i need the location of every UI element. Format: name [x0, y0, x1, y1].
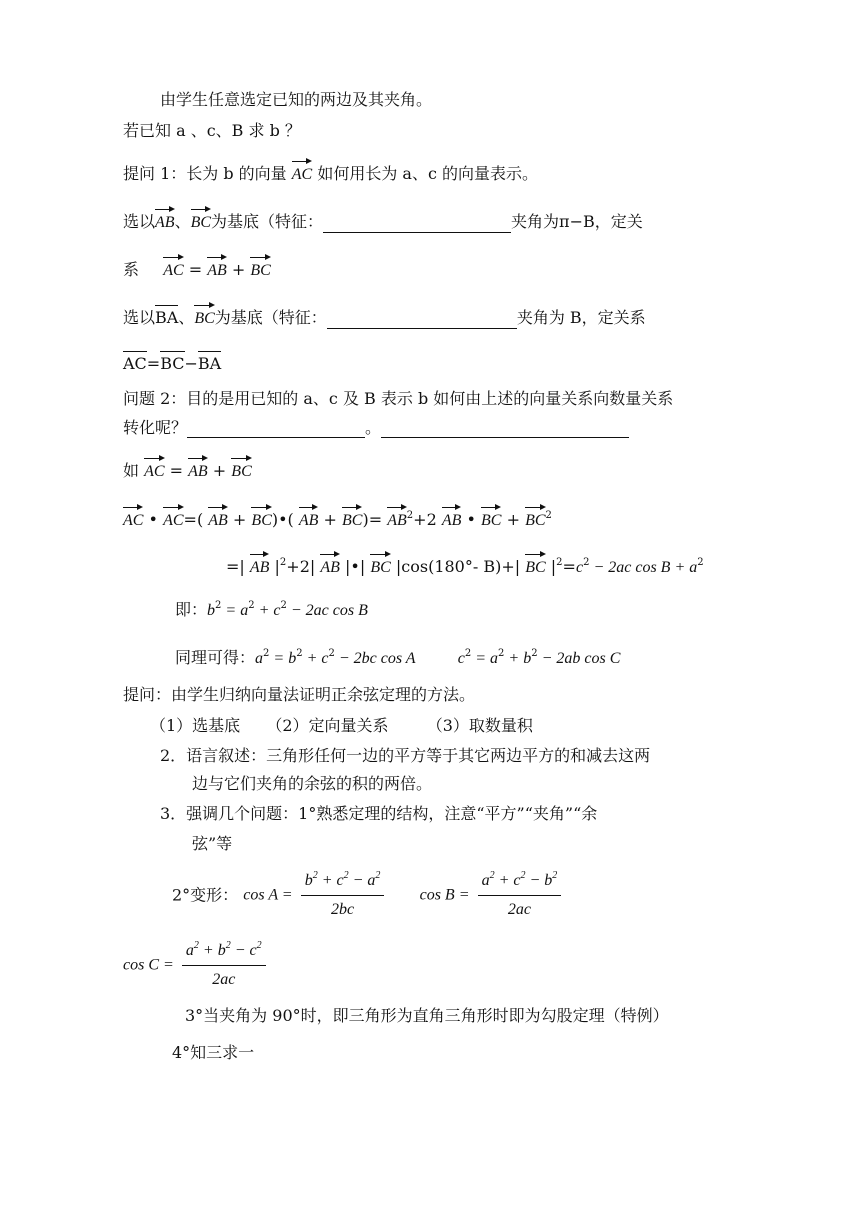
- math-text: − a: [348, 872, 376, 889]
- exponent: 2: [556, 557, 563, 568]
- question-1-text-b: 如何用长为 a、c 的向量表示。: [317, 164, 539, 183]
- question-2-line: 问题 2：目的是用已知的 a、c 及 B 表示 b 如何由上述的向量关系向数量关系: [123, 389, 674, 408]
- vector-bc: BC: [160, 350, 184, 374]
- math-text: |cos(180°- B)+|: [395, 557, 521, 576]
- question-1-line: [123, 160, 538, 185]
- separator: 、: [174, 212, 191, 231]
- question-1-text-a: 提问 1：长为 b 的向量: [123, 164, 287, 183]
- math-text: − b: [525, 872, 553, 889]
- math-text: |: [550, 557, 557, 576]
- fraction-cos-c: [182, 940, 266, 991]
- exponent: 2: [312, 870, 318, 881]
- math-text: − 2ac cos B + a: [589, 559, 698, 576]
- basis-1-text-a: 为基底（特征：: [211, 212, 324, 231]
- math-text: |•|: [345, 557, 366, 576]
- math-text: = a: [471, 650, 499, 667]
- vector-ba: BA: [198, 350, 221, 374]
- plus-sign: +: [212, 461, 227, 480]
- math-variable: b: [207, 602, 216, 619]
- relation-1-word: 系: [123, 260, 140, 279]
- dot-product-expansion-line: [123, 506, 552, 531]
- exponent: 2: [552, 870, 558, 881]
- relation-1-line: [123, 256, 271, 281]
- vector-ab: AB: [320, 553, 340, 578]
- given-line: 若已知 a 、c、B 求 b ？: [123, 121, 301, 140]
- math-variable: a: [185, 942, 194, 959]
- basis-2-text-a: 选以: [123, 308, 156, 327]
- plus-sign: +: [506, 510, 520, 529]
- math-text: )•(: [271, 510, 294, 529]
- exponent: 2: [545, 510, 552, 521]
- step-1: （1）选基底: [150, 716, 241, 735]
- vector-ab: AB: [188, 457, 208, 482]
- fraction-cos-b: [478, 870, 562, 921]
- equals-sign: =: [188, 260, 203, 279]
- math-text: = b: [269, 650, 297, 667]
- fraction-cos-a: [301, 870, 385, 921]
- magnitude-expansion-line: [226, 553, 704, 578]
- answer-blank-4[interactable]: [381, 420, 629, 438]
- math-variable: c: [457, 650, 465, 667]
- vector-bc: BC: [251, 506, 271, 531]
- label-text: 2°变形：: [172, 885, 239, 905]
- vector-bc: BC: [370, 553, 390, 578]
- emphasis-cont-line: 弦”等: [192, 834, 233, 853]
- exponent: 2: [279, 557, 287, 568]
- exponent: 2: [520, 870, 526, 881]
- vector-ba: BA: [155, 304, 178, 328]
- dot-operator: •: [466, 510, 476, 529]
- question-2-cont-line: [123, 418, 629, 438]
- equals-sign: =: [169, 461, 184, 480]
- math-text: + b: [198, 942, 226, 959]
- exponent: 2: [193, 940, 199, 951]
- basis-1-text-b: 夹角为π−B，定关: [511, 212, 643, 231]
- math-text: =|: [226, 557, 245, 576]
- exponent: 2: [583, 557, 590, 568]
- vector-bc: BC: [525, 553, 545, 578]
- step-3: （3）取数量积: [426, 716, 533, 735]
- vector-ac: AC: [292, 160, 312, 185]
- minus-sign: −: [184, 354, 198, 373]
- equals-sign: =: [146, 354, 161, 373]
- vector-bc: BC: [525, 506, 545, 531]
- cos-c-formula-line: [123, 940, 269, 991]
- fraction-denominator: 2bc: [331, 901, 355, 918]
- math-text: + b: [504, 650, 532, 667]
- exponent: 2: [498, 648, 505, 659]
- math-text: cos B =: [419, 886, 470, 904]
- exponent: 2: [531, 648, 538, 659]
- basis-1-line: 选以AB、BC为基底（特征： 夹角为π−B，定关: [123, 208, 643, 233]
- statement-cont-line: 边与它们夹角的余弦的积的两倍。: [192, 774, 433, 793]
- vector-bc: BC: [481, 506, 501, 531]
- vector-ab: AB: [442, 506, 462, 531]
- math-text: +2: [413, 510, 437, 529]
- math-variable: a: [481, 872, 490, 889]
- dot-operator: •: [148, 510, 158, 529]
- intro-line: 由学生任意选定已知的两边及其夹角。: [160, 90, 433, 109]
- emphasis-line: 3．强调几个问题：1°熟悉定理的结构，注意“平方”“夹角”“余: [160, 804, 598, 823]
- exponent: 2: [343, 870, 349, 881]
- exponent: 2: [263, 648, 270, 659]
- math-text: − c: [230, 942, 257, 959]
- relation-2-line: [123, 350, 221, 374]
- vector-bc: BC: [231, 457, 251, 482]
- basis-2-text-c: 夹角为 B，定关系: [516, 308, 646, 327]
- vector-ac: AC: [163, 506, 183, 531]
- exponent: 2: [296, 648, 303, 659]
- answer-blank-1[interactable]: [323, 215, 511, 233]
- math-text: )=: [362, 510, 383, 529]
- label-text: 同理可得：: [175, 648, 256, 667]
- example-word: 如: [123, 461, 140, 480]
- plus-sign: +: [231, 260, 246, 279]
- question-2-text-b: 。: [365, 418, 382, 437]
- plus-sign: +: [323, 510, 337, 529]
- math-text: =(: [183, 510, 204, 529]
- math-text: + c: [254, 602, 281, 619]
- math-text: cos A =: [243, 886, 293, 904]
- exponent: 2: [328, 648, 335, 659]
- math-text: + c: [302, 650, 329, 667]
- math-text: + c: [494, 872, 521, 889]
- answer-blank-3[interactable]: [187, 420, 365, 438]
- vector-ac: AC: [144, 457, 164, 482]
- vector-ab: AB: [207, 256, 227, 281]
- vector-ac: AC: [123, 506, 143, 531]
- math-variable: b: [304, 872, 313, 889]
- vector-bc: BC: [250, 256, 270, 281]
- math-text: − 2ab cos C: [537, 650, 621, 667]
- exponent: 2: [489, 870, 495, 881]
- exponent: 2: [248, 600, 255, 611]
- fraction-numerator: [301, 870, 385, 896]
- vector-bc: BC: [194, 304, 214, 329]
- know-three-find-one-line: 4°知三求一: [172, 1043, 255, 1062]
- math-variable: c: [575, 559, 584, 576]
- special-case-line: 3°当夹角为 90°时，即三角形为直角三角形时即为勾股定理（特例）: [185, 1006, 669, 1025]
- separator: 、: [178, 308, 195, 327]
- vector-bc: BC: [342, 506, 362, 531]
- vector-ab: AB: [299, 506, 319, 531]
- vector-ac: AC: [123, 350, 147, 374]
- vector-ab: AB: [208, 506, 228, 531]
- fraction-numerator: [182, 940, 266, 966]
- vector-ab: AB: [155, 208, 175, 233]
- vector-bc: BC: [191, 208, 211, 233]
- fraction-denominator: 2ac: [212, 971, 236, 988]
- math-text: |: [274, 557, 280, 576]
- math-text: = a: [221, 602, 249, 619]
- example-line: [123, 457, 252, 482]
- basis-2-line: [123, 304, 646, 329]
- vector-ab: AB: [387, 506, 407, 531]
- law-of-cosines-others-line: [175, 648, 620, 669]
- exponent: 2: [256, 940, 262, 951]
- basis-2-text-b: 为基底（特征：: [214, 308, 327, 327]
- law-of-cosines-b-line: [175, 600, 368, 621]
- math-text: − 2ac cos B: [286, 602, 368, 619]
- summary-question-line: 提问：由学生归纳向量法证明正余弦定理的方法。: [123, 685, 476, 704]
- answer-blank-2[interactable]: [327, 311, 517, 329]
- question-2-text-a: 转化呢？: [123, 418, 188, 437]
- plus-sign: +: [232, 510, 247, 529]
- exponent: 2: [464, 648, 472, 659]
- vector-ab: AB: [250, 553, 270, 578]
- exponent: 2: [375, 870, 381, 881]
- exponent: 2: [697, 557, 704, 568]
- variant-formulas-line: [172, 870, 564, 921]
- math-variable: a: [255, 650, 264, 667]
- exponent: 2: [215, 600, 222, 611]
- statement-line: 2．语言叙述：三角形任何一边的平方等于其它两边平方的和减去这两: [160, 746, 651, 765]
- step-2: （2）定向量关系: [266, 716, 389, 735]
- exponent: 2: [225, 940, 231, 951]
- math-text: =: [562, 557, 576, 576]
- vector-ac: AC: [163, 256, 183, 281]
- exponent: 2: [406, 510, 414, 521]
- fraction-numerator: [478, 870, 562, 896]
- fraction-denominator: 2ac: [507, 901, 531, 918]
- steps-line: [150, 716, 533, 736]
- math-text: − 2bc cos A: [334, 650, 416, 667]
- math-text: + c: [317, 872, 344, 889]
- exponent: 2: [280, 600, 287, 611]
- math-text: cos C =: [123, 956, 174, 974]
- math-text: +2|: [286, 557, 316, 576]
- label-text: 即：: [175, 600, 208, 619]
